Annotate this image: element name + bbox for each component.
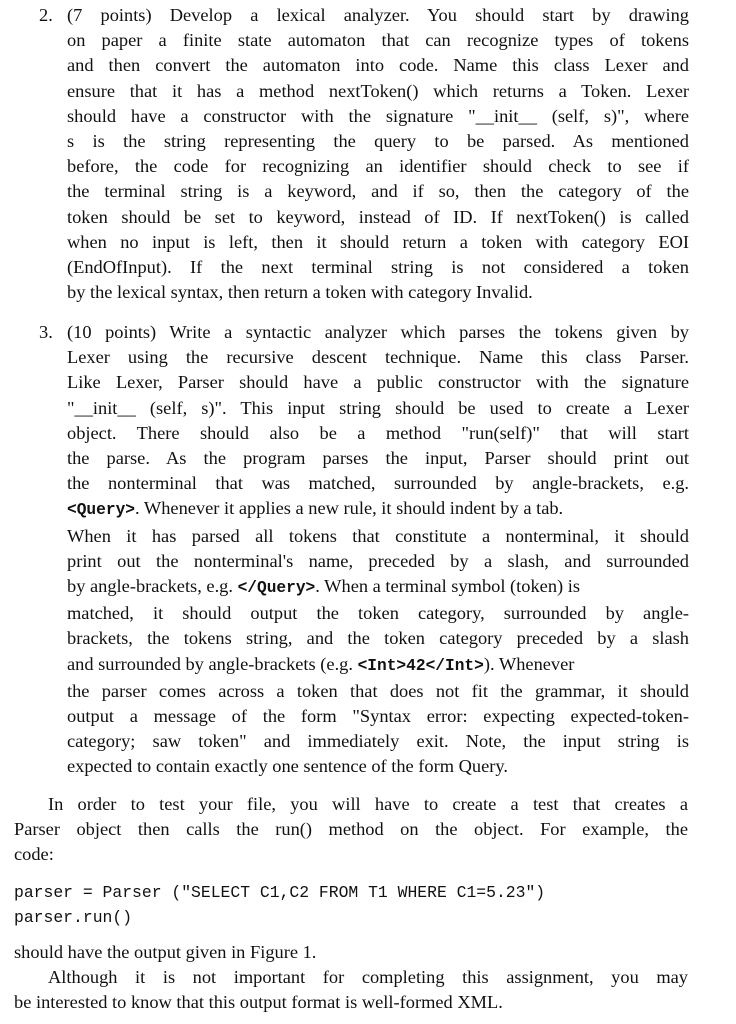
code-int-example: <Int>42</Int> xyxy=(357,656,484,675)
text-line: be interested to know that this output format is well-formed XML. xyxy=(14,992,503,1013)
text-line: and surrounded by angle-brackets (e.g. <Int>42</Int>). Whenever xyxy=(67,653,575,675)
test-paragraph xyxy=(14,792,688,868)
text-line: print out the nonterminal's name, preceded by a slash, and surrounded xyxy=(67,550,689,571)
text-line: Parser object then calls the run() method on the object. For example, the xyxy=(14,819,688,840)
text-line: before, the code for recognizing an identifier should check to see if xyxy=(67,156,689,177)
item-3-text xyxy=(67,320,689,780)
text-line: ensure that it has a method nextToken() which returns a Token. Lexer xyxy=(67,80,689,101)
code-line: parser.run() xyxy=(14,908,133,927)
text-line: on paper a finite state automaton that can recognize types of tokens xyxy=(67,30,689,51)
item-number: 2. xyxy=(39,5,53,25)
text-line: the parse. As the program parses the input, Parser should print out xyxy=(67,448,689,469)
text-line: by angle-brackets, e.g. </Query>. When a terminal symbol (token) is xyxy=(67,576,581,598)
text-line: Like Lexer, Parser should have a public constructor with the signature xyxy=(67,372,689,393)
text-line: object. There should also be a method "run(self)" that will start xyxy=(67,422,689,443)
code-query-open: <Query> xyxy=(67,501,135,520)
text-line: (EndOfInput). If the next terminal string is not considered a token xyxy=(67,257,689,278)
text-line: (10 points) Write a syntactic analyzer which parses the tokens given by xyxy=(67,322,689,342)
text-line: Although it is not important for completing this assignment, you may xyxy=(48,967,688,988)
text-line: output a message of the form "Syntax error: expecting expected-token- xyxy=(67,706,689,727)
text-line: "__init__ (self, s)". This input string should be used to create a Lexer xyxy=(67,397,689,418)
code-line: parser = Parser ("SELECT C1,C2 FROM T1 WHERE C1=5.23") xyxy=(14,883,546,902)
text-line: should have the output given in Figure 1. xyxy=(14,942,317,962)
text-line: when no input is left, then it should return a token with category EOI xyxy=(67,231,689,252)
text-line: category; saw token" and immediately exit. Note, the input string is xyxy=(67,731,689,752)
text-line: In order to test your file, you will have to create a test that creates a xyxy=(48,794,688,814)
text-line: <Query>. Whenever it applies a new rule, it should indent by a tab. xyxy=(67,498,564,520)
text-line: brackets, the tokens string, and the token category preceded by a slash xyxy=(67,628,689,649)
text-line: s is the string representing the query to be parsed. As mentioned xyxy=(67,131,689,152)
text-line: code: xyxy=(14,844,54,865)
item-number: 3. xyxy=(39,322,53,342)
closing-paragraph xyxy=(14,940,688,1016)
text-line: When it has parsed all tokens that constitute a nonterminal, it should xyxy=(67,525,689,546)
text-line: (7 points) Develop a lexical analyzer. You should start by drawing xyxy=(67,5,689,25)
code-query-close: </Query> xyxy=(237,579,316,598)
text-line: by the lexical syntax, then return a token with category Invalid. xyxy=(67,282,533,303)
text-line: the parser comes across a token that does not fit the grammar, it should xyxy=(67,680,689,701)
text-line: Lexer using the recursive descent technique. Name this class Parser. xyxy=(67,347,689,368)
code-block xyxy=(14,880,545,930)
text-line: the terminal string is a keyword, and if so, then the category of the xyxy=(67,181,689,202)
text-line: expected to contain exactly one sentence of the form Query. xyxy=(67,756,509,777)
text-line: the nonterminal that was matched, surrounded by angle-brackets, e.g. xyxy=(67,473,689,494)
text-line: and then convert the automaton into code. Name this class Lexer and xyxy=(67,55,689,76)
text-line: matched, it should output the token category, surrounded by angle- xyxy=(67,603,689,624)
text-line: token should be set to keyword, instead of ID. If nextToken() is called xyxy=(67,206,689,227)
text-line: should have a constructor with the signature "__init__ (self, s)", where xyxy=(67,105,689,126)
item-2-text xyxy=(67,3,689,305)
